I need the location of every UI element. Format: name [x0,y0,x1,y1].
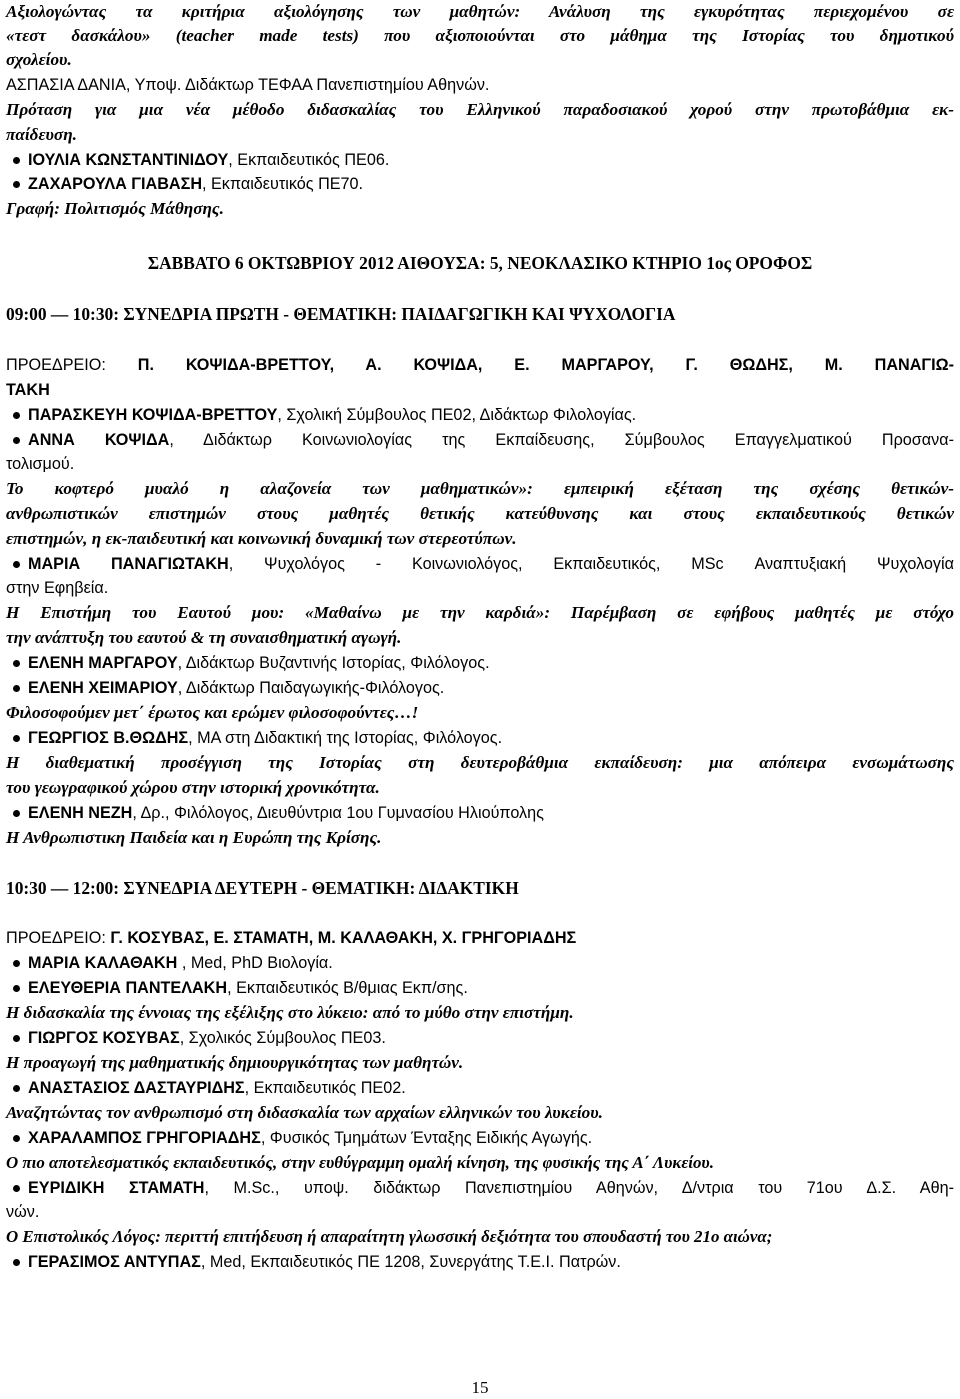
talk-title-line: Το κοφτερό μυαλό η αλαζονεία των μαθηματικών»: εμπειρική εξέταση της σχέσης θετικών- [6,479,954,498]
talk-title-line: Ο Επιστολικός Λόγος: περιττή επιτήδευση ή απαραίτητη γλωσσική δεξιότητα του σπουδαστή του 21ο αιώνα; [6,1227,773,1246]
bullet-icon [13,660,20,667]
talk-title-line: Πρόταση για μια νέα μέθοδο διδασκαλίας του Ελληνικού παραδοσιακού χορού στην πρωτοβάθμια εκ- [6,100,954,119]
talk-title-line: «τεστ δασκάλου» (teacher made tests) που αξιοποιούνται στο μάθημα της Ιστορίας του δημοτικού [6,26,954,45]
author-entry: ΠΑΡΑΣΚΕΥΗ ΚΟΨΙΔΑ-ΒΡΕΤΤΟΥ, Σχολική Σύμβουλος ΠΕ02, Διδάκτωρ Φιλολογίας. [6,403,636,428]
bullet-icon [13,1135,20,1142]
talk-title-line: επιστημών, η εκ-παιδευτική και κοινωνική δυναμική των στερεοτύπων. [6,529,517,548]
talk-title-line: Γραφή: Πολιτισμός Μάθησης. [6,199,224,218]
bullet-icon [13,1259,20,1266]
day-header: ΣΑΒΒΑΤΟ 6 ΟΚΤΩΒΡΙΟΥ 2012 ΑΙΘΟΥΣΑ: 5, ΝΕΟΚΛΑΣΙΚΟ ΚΤΗΡΙΟ 1ος ΟΡΟΦΟΣ [147,253,813,273]
talk-title-line: ανθρωπιστικών επιστημών στους μαθητές θετικής κατεύθυνσης και στους εκπαιδευτικούς θετικών [6,504,954,523]
bullet-icon [13,157,20,164]
bullet-icon [13,685,20,692]
author-entry: ΧΑΡΑΛΑΜΠΟΣ ΓΡΗΓΟΡΙΑΔΗΣ, Φυσικός Τμημάτων Ένταξης Ειδικής Αγωγής. [6,1126,592,1151]
bullet-icon [13,561,20,568]
presidium: ΠΡΟΕΔΡΕΙΟ: Π. ΚΟΨΙΔΑ-ΒΡΕΤΤΟΥ, Α. ΚΟΨΙΔΑ, Ε. ΜΑΡΓΑΡΟΥ, Γ. ΘΩΔΗΣ, Μ. ΠΑΝΑΓΙΩ- [6,356,954,374]
page-number: 15 [471,1378,489,1397]
talk-title-line: Η Ανθρωπιστικη Παιδεία και η Ευρώπη της Κρίσης. [6,828,382,847]
author-entry: ΓΙΩΡΓΟΣ ΚΟΣΥΒΑΣ, Σχολικός Σύμβουλος ΠΕ03. [6,1026,386,1051]
bullet-icon [13,181,20,188]
author-entry: ΕΛΕΥΘΕΡΙΑ ΠΑΝΤΕΛΑΚΗ, Εκπαιδευτικός Β/θμιας Εκπ/σης. [6,976,468,1001]
author-entry: ΓΕΩΡΓΙΟΣ Β.ΘΩΔΗΣ, ΜΑ στη Διδακτική της Ιστορίας, Φιλόλογος. [6,726,502,751]
author-entry: νών. [6,1203,40,1221]
talk-title-line: Ο πιο αποτελεσματικός εκπαιδευτικός, στην ευθύγραμμη ομαλή κίνηση, της φυσικής της Α΄ Λυκείου. [6,1153,714,1172]
talk-title-line: Η Επιστήμη του Εαυτού μου: «Μαθαίνω με την καρδιά»: Παρέμβαση σε εφήβους μαθητές με στόχο [6,603,954,622]
author-entry: ΜΑΡΙΑ ΠΑΝΑΓΙΩΤΑΚΗ, Ψυχολόγος - Κοινωνιολόγος, Εκπαιδευτικός, MSc Αναπτυξιακή Ψυχολογία [6,552,954,577]
talk-title-line: Αξιολογώντας τα κριτήρια αξιολόγησης των μαθητών: Ανάλυση της εγκυρότητας περιεχομένου σε [6,2,954,21]
author-entry: ΑΝΑΣΤΑΣΙΟΣ ΔΑΣΤΑΥΡΙΔΗΣ, Εκπαιδευτικός ΠΕ02. [6,1076,406,1101]
author-entry: ΕΛΕΝΗ ΜΑΡΓΑΡΟΥ, Διδάκτωρ Βυζαντινής Ιστορίας, Φιλόλογος. [6,651,490,676]
author-entry: ΓΕΡΑΣΙΜΟΣ ΑΝΤΥΠΑΣ, Med, Εκπαιδευτικός ΠΕ 1208, Συνεργάτης Τ.Ε.Ι. Πατρών. [6,1250,621,1275]
author-entry: ΜΑΡΙΑ ΚΑΛΑΘΑΚΗ , Med, PhD Βιολογία. [6,951,333,976]
bullet-icon [13,1185,20,1192]
bullet-icon [13,735,20,742]
session-header: 10:30 — 12:00: ΣΥΝΕΔΡΙΑ ΔΕΥΤΕΡΗ - ΘΕΜΑΤΙΚΗ: ΔΙΔΑΚΤΙΚΗ [6,878,519,898]
talk-title-line: Η διδασκαλία της έννοιας της εξέλιξης στο λύκειο: από το μύθο στην επιστήμη. [6,1003,574,1022]
bullet-icon [13,1085,20,1092]
bullet-icon [13,412,20,419]
presidium: ΤΑΚΗ [6,381,50,399]
author-entry: ΑΝΝΑ ΚΟΨΙΔΑ, Διδάκτωρ Κοινωνιολογίας της Εκπαίδευσης, Σύμβουλος Επαγγελματικού Προσανα- [6,428,954,453]
author-entry: ΕΛΕΝΗ ΝΕΖΗ, Δρ., Φιλόλογος, Διευθύντρια 1ου Γυμνασίου Ηλιούπολης [6,801,544,826]
author-entry: ΙΟΥΛΙΑ ΚΩΝΣΤΑΝΤΙΝΙΔΟΥ, Εκπαιδευτικός ΠΕ06. [6,148,389,173]
author-entry: ΕΛΕΝΗ ΧΕΙΜΑΡΙΟΥ, Διδάκτωρ Παιδαγωγικής-Φιλόλογος. [6,676,444,701]
talk-title-line: σχολείου. [6,50,72,69]
author-entry: ΑΣΠΑΣΙΑ ΔΑΝΙΑ, Υποψ. Διδάκτωρ ΤΕΦΑΑ Πανεπιστημίου Αθηνών. [6,76,490,94]
talk-title-line: παίδευση. [6,125,77,144]
bullet-icon [13,437,20,444]
talk-title-line: Η διαθεματική προσέγγιση της Ιστορίας στη δευτεροβάθμια εκπαίδευση: μια απόπειρα ενσωμάτωσης [6,753,954,772]
author-entry: στην Εφηβεία. [6,579,109,597]
presidium: ΠΡΟΕΔΡΕΙΟ: Γ. ΚΟΣΥΒΑΣ, Ε. ΣΤΑΜΑΤΗ, Μ. ΚΑΛΑΘΑΚΗ, Χ. ΓΡΗΓΟΡΙΑΔΗΣ [6,929,577,947]
talk-title-line: την ανάπτυξη του εαυτού & τη συναισθηματική αγωγή. [6,628,402,647]
bullet-icon [13,1035,20,1042]
bullet-icon [13,960,20,967]
author-entry: τολισμού. [6,455,75,473]
author-entry: ΕΥΡΙΔΙΚΗ ΣΤΑΜΑΤΗ, M.Sc., υποψ. διδάκτωρ Πανεπιστημίου Αθηνών, Δ/ντρια του 71ου Δ.Σ. Αθη- [6,1176,954,1201]
talk-title-line: Η προαγωγή της μαθηματικής δημιουργικότητας των μαθητών. [6,1053,464,1072]
session-header: 09:00 — 10:30: ΣΥΝΕΔΡΙΑ ΠΡΩΤΗ - ΘΕΜΑΤΙΚΗ: ΠΑΙΔΑΓΩΓΙΚΗ ΚΑΙ ΨΥΧΟΛΟΓΙΑ [6,304,676,324]
talk-title-line: του γεωγραφικού χώρου στην ιστορική χρονικότητα. [6,778,380,797]
talk-title-line: Φιλοσοφούμεν μετ΄ έρωτος και ερώμεν φιλοσοφούντες…! [6,703,419,722]
bullet-icon [13,810,20,817]
bullet-icon [13,985,20,992]
talk-title-line: Αναζητώντας τον ανθρωπισμό στη διδασκαλία των αρχαίων ελληνικών του λυκείου. [6,1103,603,1122]
author-entry: ΖΑΧΑΡΟΥΛΑ ΓΙΑΒΑΣΗ, Εκπαιδευτικός ΠΕ70. [6,172,363,197]
